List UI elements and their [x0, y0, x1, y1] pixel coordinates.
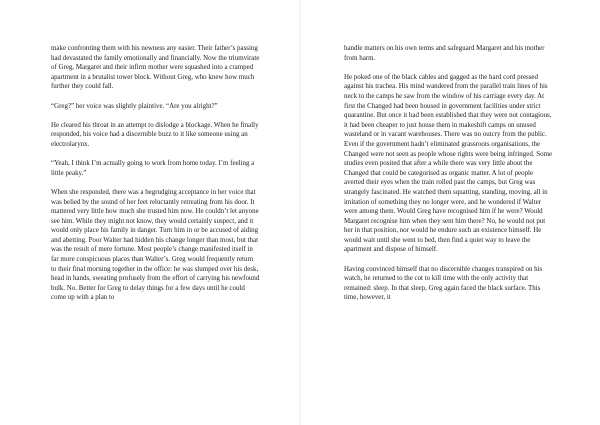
left-text-column [51, 44, 260, 313]
paragraph: Having convinced himself that no discernible changes transpired on his watch, he returned to the cot to kill time with the only activity that remained: sleep. In that sleep, Greg again faced the black surface. This time, however, it [344, 264, 543, 302]
paragraph: He cleared his throat in an attempt to dislodge a blockage. When he finally responded, his voice had a discernible buzz to it like someone using an electrolarynx. [51, 120, 259, 148]
paragraph: make confronting them with his newness any easier. Their father’s passing had devastated the family emotionally and financially. Now the triumvirate of Greg, Margaret and their infirm mother were squashed into a cramped apartment in a brutalist tower block. Without Greg, who knew how much further they could fall. [51, 44, 260, 91]
right-page [300, 0, 600, 425]
paragraph: “Greg?” her voice was slightly plaintive. “Are you alright?” [51, 101, 218, 110]
paragraph: When she responded, there was a begrudging acceptance in her voice that was belied by the sound of her feet reluctantly retreating from his door. It mattered very little how much she trusted him now. He couldn’t let anyone see him. While they might not know, they would certainly suspect, and it would only place his family in danger. Turn him in or be accused of aiding and abetting. Poor Walter had hidden his change longer than most, but that was the result of mere fortune. Most people’s change manifested itself in far more conspicuous places than Walter’s. Greg would frequently return to their final morning together in the office: he was slumped over his desk, head in hands, sweating profusely from the effort of carrying his newfound bulk. No. Better for Greg to delay things for a few days until he could come up with a plan to [51, 187, 260, 302]
paragraph: handle matters on his own terms and safeguard Margaret and his mother from harm. [344, 44, 545, 62]
paragraph: “Yeah, I think I’m actually going to work from home today. I’m feeling a little peaky.” [51, 159, 255, 177]
right-text-column [344, 44, 553, 313]
paragraph: He poked one of the black cables and gagged as the hard cord pressed against his trachea. His mind wandered from the parallel train lines of his neck to the camps he saw from the window of his carriage every day. At first the Changed had been housed in government facilities under strict quarantine. But once it had been established that they were not contagious, it had been cheaper to just house them in makeshift camps on unused wasteland or in vacant warehouses. There was no outcry from the public. Even if the government hadn’t eliminated grassroots organisations, the Changed were not seen as people whose rights were being infringed. Some studies even posited that after a while there was very little about the Changed that could be categorised as organic matter. A lot of people averted their eyes when the train rolled past the camps, but Greg was strangely fascinated. He watched them squatting, standing, moving, all in imitation of something they no longer were, and he wondered if Walter were among them. Would Greg have recognised him if he were? Would Margaret recognise him when they sent him there? No, he would not put her in that position, nor would he endure such an existence himself. He would wait until she went to bed, then find a quiet way to leave the apartment and dispose of himself. [344, 72, 553, 254]
